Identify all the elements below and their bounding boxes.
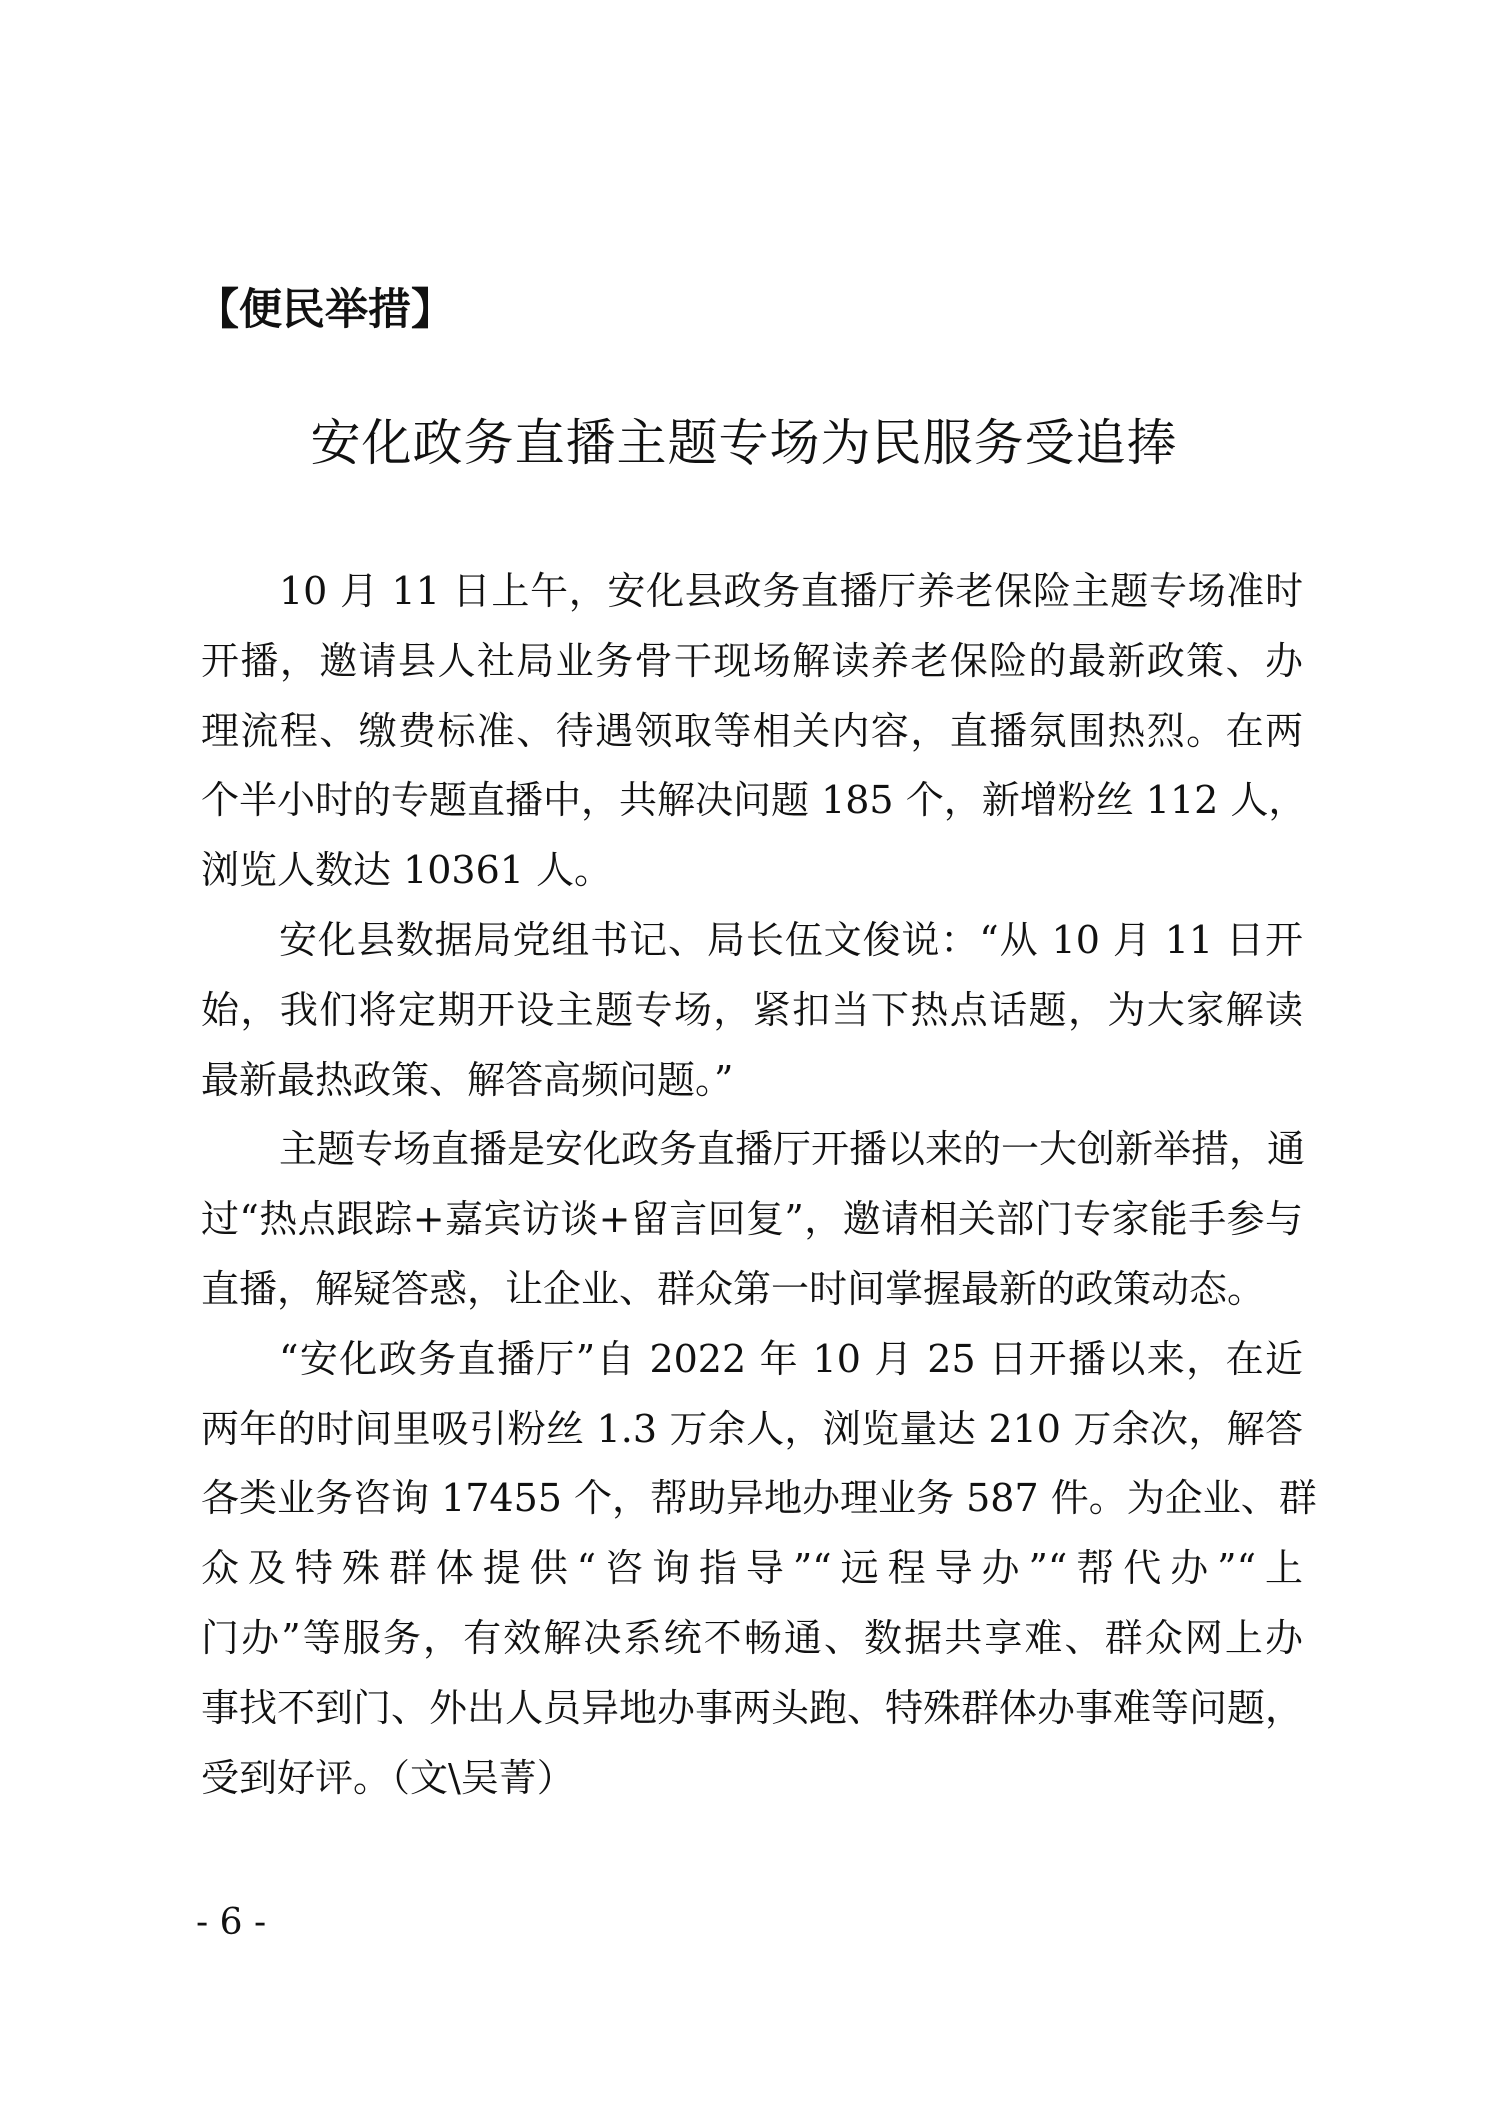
paragraph-line: 受到好评。（文\吴菁） xyxy=(201,1755,575,1800)
paragraph-line: 直播，解疑答惑，让企业、群众第一时间掌握最新的政策动态。 xyxy=(201,1267,1266,1311)
paragraph-line: 10 月 11 日上午，安化县政务直播厅养老保险主题专场准时 xyxy=(279,569,1303,613)
paragraph-line: 开播，邀请县人社局业务骨干现场解读养老保险的最新政策、办 xyxy=(201,638,1303,683)
paragraph-line: 理流程、缴费标准、待遇领取等相关内容，直播氛围热烈。在两 xyxy=(201,708,1303,753)
paragraph-line: 门办”等服务，有效解决系统不畅通、数据共享难、群众网上办 xyxy=(201,1616,1303,1660)
paragraph-line: “安化政务直播厅”自 2022 年 10 月 25 日开播以来，在近 xyxy=(279,1336,1303,1381)
paragraph-line: 过“热点跟踪+嘉宾访谈+留言回复”，邀请相关部门专家能手参与 xyxy=(201,1197,1303,1242)
paragraph-line: 浏览人数达 10361 人。 xyxy=(201,848,613,893)
paragraph-line: 最新最热政策、解答高频问题。” xyxy=(201,1057,734,1102)
paragraph-line: 各类业务咨询 17455 个，帮助异地办理业务 587 件。为企业、群 xyxy=(201,1476,1317,1521)
paragraph-line: 主题专场直播是安化政务直播厅开播以来的一大创新举措，通 xyxy=(279,1127,1306,1172)
paragraph-line: 个半小时的专题直播中，共解决问题 185 个，新增粉丝 112 人， xyxy=(201,778,1307,823)
paragraph-line: 两年的时间里吸引粉丝 1.3 万余人，浏览量达 210 万余次，解答 xyxy=(201,1406,1303,1451)
paragraph-line: 始，我们将定期开设主题专场，紧扣当下热点话题，为大家解读 xyxy=(201,987,1303,1032)
article-title: 安化政务直播主题专场为民服务受追捧 xyxy=(310,414,1178,472)
paragraph-line: 事找不到门、外出人员异地办事两头跑、特殊群体办事难等问题， xyxy=(201,1685,1304,1730)
paragraph-line: 安化县数据局党组书记、局长伍文俊说：“从 10 月 11 日开 xyxy=(279,918,1303,962)
page-number: - 6 - xyxy=(196,1902,267,1943)
section-tag: 【便民举措】 xyxy=(196,285,454,335)
paragraph-line: 众及特殊群体提供“咨询指导”“远程导办”“帮代办”“上 xyxy=(201,1546,1303,1591)
